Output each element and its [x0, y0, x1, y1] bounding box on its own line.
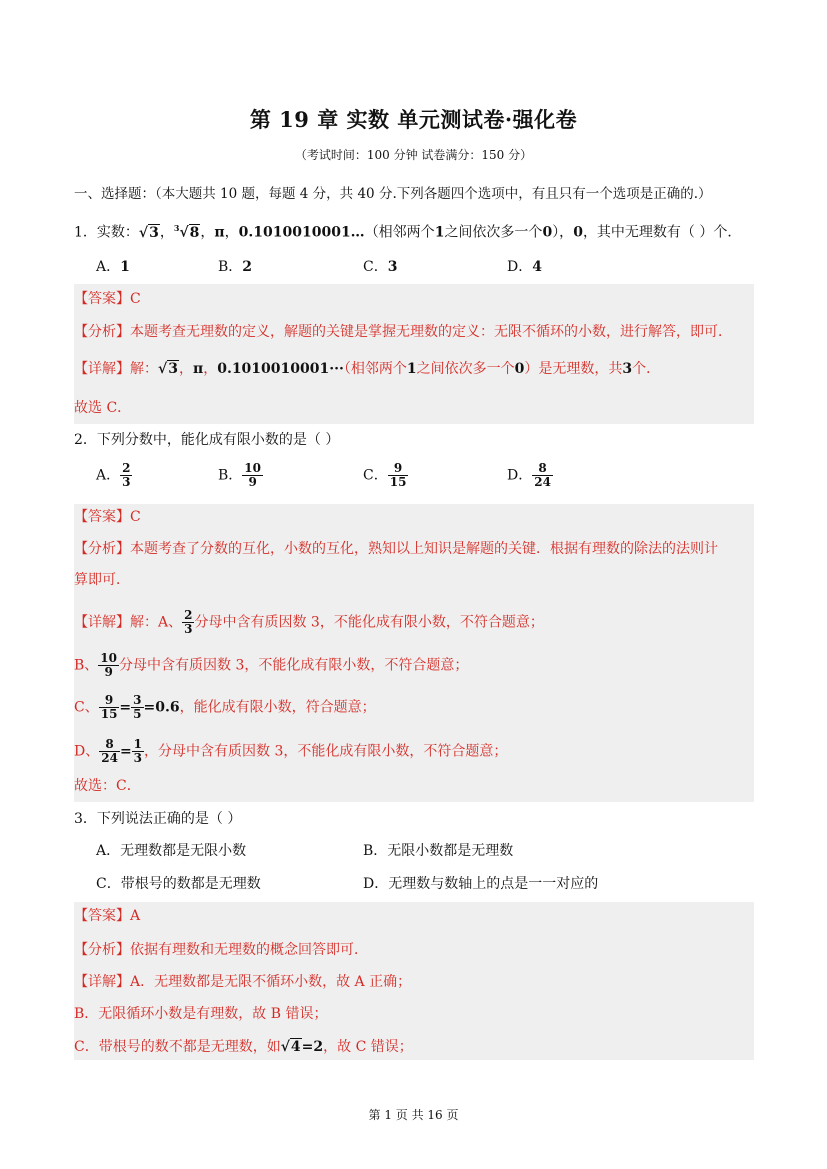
- page-number: 第 1 页 共 16 页: [368, 1108, 459, 1122]
- question-3-stem: 3．下列说法正确的是（ ）: [74, 811, 242, 827]
- q3-option-b: B．无限小数都是无理数: [363, 843, 514, 859]
- sqrt-expression: √4: [280, 1039, 301, 1055]
- q2-detail-d: D、 $\frac{8}{24}$ = $\frac{1}{3}$ ，分母中含有质因数 3，不能化成有限小数，不符合题意；: [74, 737, 508, 765]
- q1-option-a: A．1: [96, 259, 130, 275]
- question-1-stem: 1．实数：√3，$^3$√8，π，0.1010010001…（相邻两个1之间依次多一个0），0，其中无理数有（ ）个．: [74, 218, 741, 243]
- exam-info: （考试时间：100 分钟 试卷满分：150 分）: [294, 148, 533, 162]
- q1-option-d: D．4: [507, 259, 542, 275]
- q2-detail-a: 【详解】解：A、 $\frac{2}{3}$ 分母中含有质因数 3，不能化成有限小数，不符合题意；: [74, 608, 544, 636]
- sqrt-expression: √3: [138, 224, 159, 241]
- q3-analysis: 【分析】依据有理数和无理数的概念回答即可．: [74, 942, 368, 958]
- q2-option-a: A． $\frac{2}{3}$: [96, 461, 131, 489]
- q3-option-c: C．带根号的数都是无理数: [96, 876, 261, 892]
- q3-detail-a: 【详解】A．无理数都是无限不循环小数，故 A 正确；: [74, 974, 412, 990]
- page-title: 第 19 章 实数 单元测试卷·强化卷: [249, 107, 578, 132]
- q1-conclusion: 故选 C．: [74, 400, 132, 416]
- q1-analysis: 【分析】本题考查无理数的定义，解题的关键是掌握无理数的定义：无限不循环的小数，进行解答，即可．: [74, 324, 732, 340]
- q2-analysis-line-2: 算即可．: [74, 572, 130, 588]
- q1-option-b: B．2: [218, 259, 253, 275]
- q2-conclusion: 故选：C．: [74, 778, 141, 794]
- sqrt-expression: √3: [158, 361, 178, 377]
- q2-option-b: B． $\frac{10}{9}$: [218, 461, 261, 489]
- q1-detail: 【详解】解：√3，π，0.1010010001···（相邻两个1之间依次多一个0）是无理数，共3个．: [74, 361, 661, 377]
- q3-detail-b: B．无限循环小数是有理数，故 B 错误；: [74, 1006, 328, 1022]
- q3-answer: 【答案】A: [74, 908, 141, 924]
- section-heading: 一、选择题：（本大题共 10 题，每题 4 分，共 40 分.下列各题四个选项中，有且只有一个选项是正确的.）: [74, 186, 712, 202]
- q1-answer: 【答案】C: [74, 291, 141, 307]
- q3-option-d: D．无理数与数轴上的点是一一对应的: [363, 876, 599, 892]
- q2-option-c: C． $\frac{9}{15}$: [363, 461, 407, 489]
- q2-option-d: D． $\frac{8}{24}$: [507, 461, 551, 489]
- q2-detail-b: B、 $\frac{10}{9}$ 分母中含有质因数 3，不能化成有限小数，不符合题意；: [74, 651, 469, 679]
- q2-answer: 【答案】C: [74, 509, 141, 525]
- q2-analysis-line-1: 【分析】本题考查了分数的互化，小数的互化，熟知以上知识是解题的关键．根据有理数的除法的法则计: [74, 541, 718, 557]
- q3-detail-c: C．带根号的数不都是无理数，如√4=2，故 C 错误；: [74, 1039, 413, 1055]
- q1-solution-box: [74, 284, 754, 424]
- q2-detail-c: C、 $\frac{9}{15}$ = $\frac{3}{5}$ =0.6，能化成有限小数，符合题意；: [74, 693, 376, 721]
- q3-option-a: A．无理数都是无限小数: [96, 843, 247, 859]
- cube-root-expression: $^3$√8: [173, 223, 200, 241]
- question-2-stem: 2．下列分数中，能化成有限小数的是（ ）: [74, 432, 340, 448]
- q1-option-c: C．3: [363, 259, 398, 275]
